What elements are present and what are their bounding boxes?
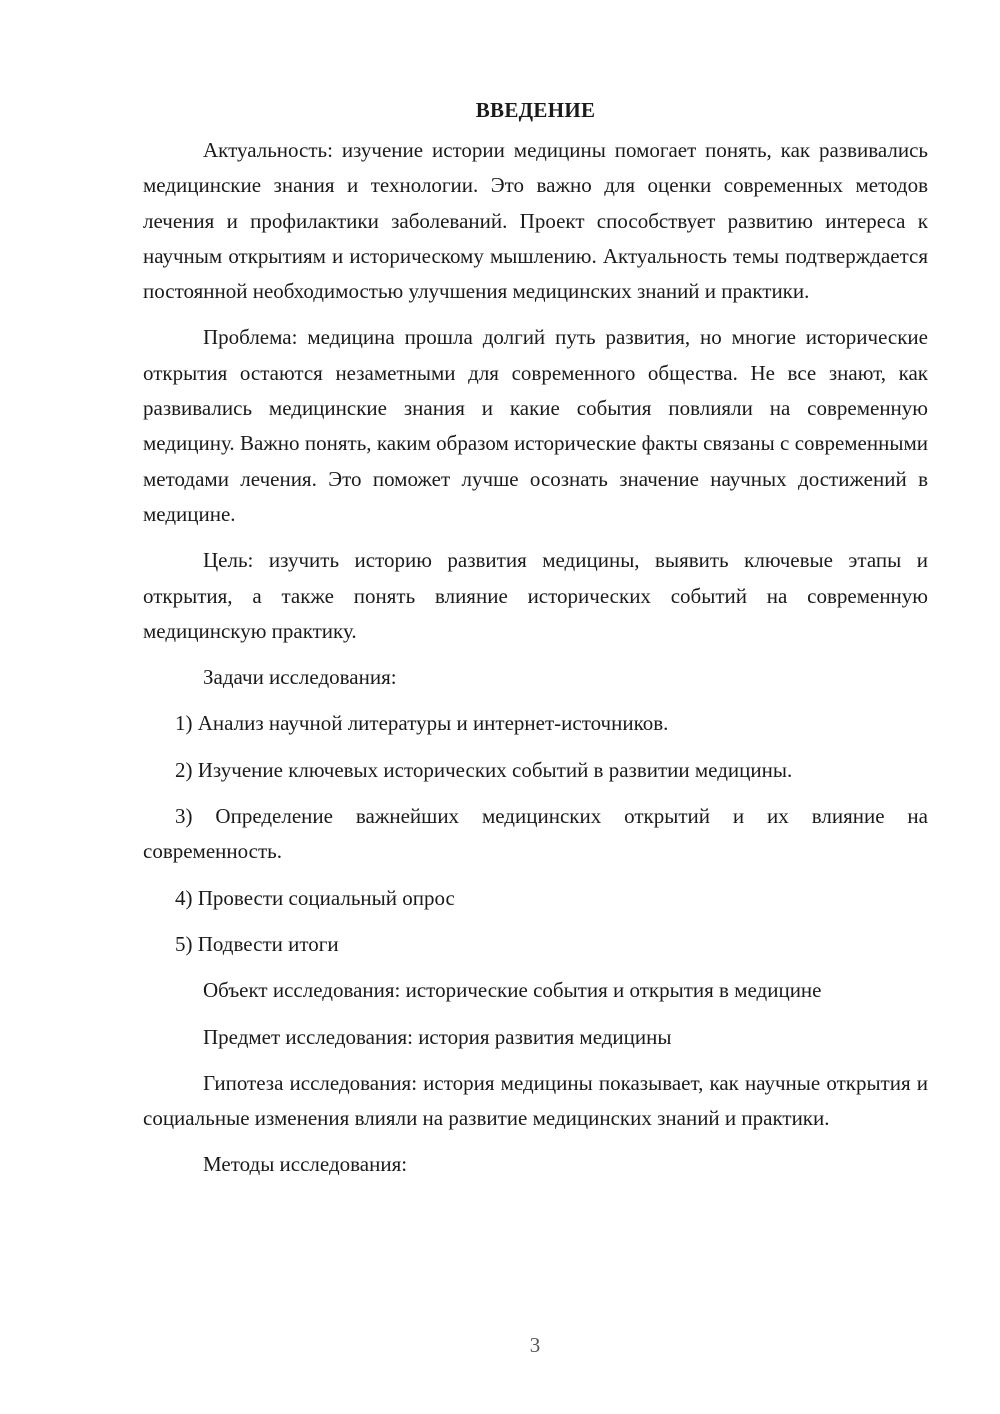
goal-paragraph: Цель: изучить историю развития медицины, выявить ключевые этапы и открытия, а также понять влияние исторических событий на современную медицинскую практику. — [143, 548, 928, 643]
methods-heading: Методы исследования: — [203, 1152, 408, 1177]
research-subject-paragraph: Предмет исследования: история развития медицины — [203, 1024, 672, 1049]
page-title: ВВЕДЕНИЕ — [475, 98, 596, 122]
task-item-3: 3) Определение важнейших медицинских открытий и их влияние на современность. — [143, 804, 928, 864]
task-item-5: 5) Подвести итоги — [175, 931, 339, 956]
task-item-1: 1) Анализ научной литературы и интернет-источников. — [175, 711, 669, 736]
tasks-heading: Задачи исследования: — [203, 665, 397, 690]
problem-paragraph: Проблема: медицина прошла долгий путь развития, но многие исторические открытия остаются незаметными для современного общества. Не все знают, как развивались медицинские знания и какие события повлияли на современную медицину. Важно понять, каким образом исторические факты связаны с современными методами лечения. Это поможет лучше осознать значение научных достижений в медицине. — [143, 325, 928, 526]
task-item-2: 2) Изучение ключевых исторических событий в развитии медицины. — [175, 757, 793, 782]
hypothesis-paragraph: Гипотеза исследования: история медицины показывает, как научные открытия и социальные изменения влияли на развитие медицинских знаний и практики. — [143, 1070, 928, 1131]
relevance-paragraph: Актуальность: изучение истории медицины помогает понять, как развивались медицинские знания и технологии. Это важно для оценки современных методов лечения и профилактики заболеваний. Проект способствует развитию интереса к научным открытиям и историческому мышлению. Актуальность темы подтверждается постоянной необходимостью улучшения медицинских знаний и практики. — [143, 138, 928, 304]
page-number: 3 — [529, 1333, 541, 1357]
task-item-4: 4) Провести социальный опрос — [175, 885, 455, 910]
document-page — [143, 92, 928, 1194]
research-object-paragraph: Объект исследования: исторические события и открытия в медицине — [203, 978, 822, 1003]
